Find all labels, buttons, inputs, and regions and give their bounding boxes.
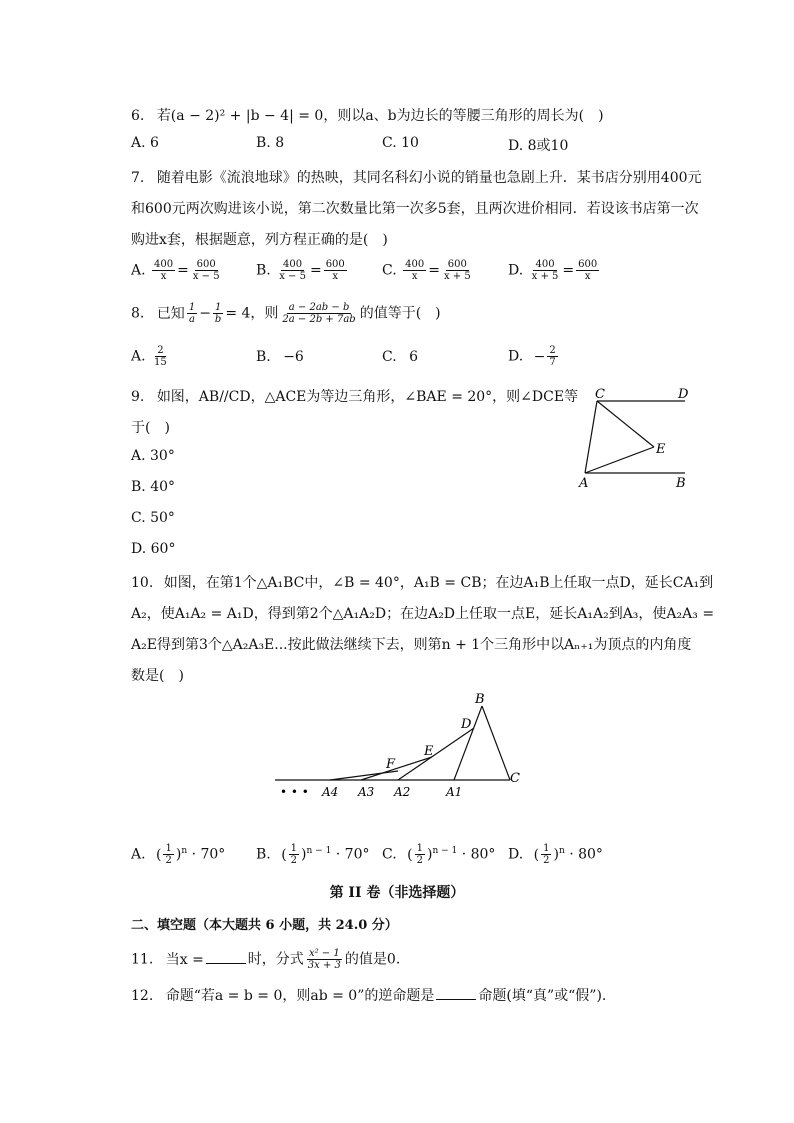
label-e: E (656, 442, 666, 457)
q8-option-c-label: C. (382, 349, 397, 365)
q10-option-b: B. ( $\frac{1}{2}$ )$^{n - 1}$ · 70° (256, 843, 370, 866)
q8-post: 的值等于( ) (359, 305, 441, 322)
q10-option-b-label: B. (256, 846, 271, 863)
q10-line1 (131, 572, 713, 592)
fraction-denominator: x + 5 (443, 271, 471, 282)
fraction (277, 259, 308, 282)
fraction-denominator: x (160, 271, 167, 282)
q10-option-c: C. ( $\frac{1}{2}$ )$^{n - 1}$ · 80° (382, 843, 496, 866)
fraction-denominator: 2 (543, 855, 550, 866)
q6-option-d: D. 8或10 (508, 138, 569, 154)
fraction-numerator: 400 (405, 259, 425, 270)
q9-figure (570, 383, 700, 493)
fraction (541, 843, 551, 866)
q6-option-a: A. 6 (131, 135, 159, 151)
exponent: n (181, 845, 188, 856)
q7-option-a: A. $\frac{400}{x}$ = $\frac{600}{x - 5}$ (131, 259, 220, 282)
part2-title: 第 II 卷（非选择题） (329, 885, 465, 901)
fraction-denominator: 7 (549, 357, 556, 368)
line-da2 (398, 728, 474, 780)
q10-line2: A₂，使A₁A₂ = A₁D，得到第2个△A₁A₂D；在边A₂D上任取一点E，延长A₁A₂到A₃，使A₂A₃ = (131, 606, 715, 622)
fraction (530, 259, 561, 282)
fraction-numerator: 1 (543, 843, 550, 854)
minus-sign: − (199, 305, 211, 322)
q10-option-d: D. ( $\frac{1}{2}$ )$^n$ · 80° (508, 843, 603, 866)
q6-number: 6. (131, 108, 145, 124)
fraction-denominator: 3x + 3 (307, 960, 341, 971)
exponent: n − 1 (306, 845, 332, 856)
q8-number: 8. (131, 305, 145, 322)
q9-option-d: D. 60° (131, 541, 176, 557)
label-b: B (676, 476, 686, 491)
q10-option-d-label: D. (508, 846, 524, 863)
fraction-numerator: 600 (447, 259, 467, 270)
fraction-numerator: 400 (283, 259, 303, 270)
label-a: A (579, 476, 589, 491)
label-a4: A4 (322, 785, 339, 799)
fraction (280, 302, 357, 325)
fraction (163, 843, 173, 866)
q7-option-d-label: D. (508, 262, 524, 279)
q8-option-d (508, 345, 560, 368)
q10-option-c-tail: · 80° (461, 846, 496, 863)
fraction-denominator: 2 (165, 855, 172, 866)
q10-figure (270, 688, 530, 803)
q10-number: 10. (131, 575, 154, 591)
q7-line1 (131, 167, 702, 187)
fraction-numerator: 400 (535, 259, 555, 270)
fraction (324, 259, 347, 282)
q10-line3: A₂E得到第3个△A₂A₃E...按此做法继续下去，则第n + 1个三角形中以Aₙ₊₁为顶点的内角度 (131, 637, 692, 653)
line-ce (597, 401, 654, 447)
fraction-denominator: x (411, 271, 418, 282)
q7-line3: 购进x套，根据题意，列方程正确的是( ) (131, 232, 388, 248)
q9-text-1: 如图，AB//CD，△ACE为等边三角形，∠BAE = 20°，则∠DCE等 (156, 389, 579, 405)
q11-number: 11. (131, 951, 154, 968)
q7-option-b-label: B. (256, 262, 271, 279)
q8-option-a (131, 345, 171, 368)
section2-heading: 二、填空题（本大题共 6 小题，共 24.0 分） (131, 918, 398, 933)
q10-option-a: A. ( $\frac{1}{2}$ )$^n$ · 70° (131, 843, 226, 866)
minus-sign: − (533, 348, 546, 365)
q8-option-b (256, 349, 304, 365)
q12-number: 12. (131, 988, 154, 1004)
fraction (306, 948, 343, 971)
label-f: F (386, 757, 396, 772)
q6-option-b: B. 8 (256, 135, 285, 151)
q11-post: 的值是0. (344, 951, 401, 968)
line-bc (482, 706, 510, 780)
q7-line2: 和600元两次购进该小说，第二次数量比第一次多5套，且两次进价相同．若设该书店第一次 (131, 201, 699, 217)
q7-option-a-label: A. (131, 262, 146, 279)
fraction-denominator: x (332, 271, 339, 282)
fraction (576, 259, 599, 282)
label-d: D (461, 717, 472, 732)
fraction-numerator: 1 (214, 302, 222, 313)
q10-line4: 数是( ) (131, 668, 184, 684)
line-ea3 (361, 757, 432, 780)
label-a1: A1 (446, 785, 463, 799)
fraction (403, 259, 426, 282)
fraction-numerator: 1 (188, 302, 196, 313)
q7-option-c-label: C. (382, 262, 397, 279)
q11-mid: 时，分式 (247, 951, 304, 968)
q8-option-c (382, 349, 418, 365)
exponent: n − 1 (432, 845, 458, 856)
label-c: C (595, 387, 605, 402)
answer-blank[interactable] (206, 949, 246, 964)
label-d: D (678, 387, 689, 402)
q6-text: 若(a − 2)² + |b − 4| = 0，则以a、b为边长的等腰三角形的周长为( ) (156, 108, 604, 124)
q9-line2: 于( ) (131, 420, 170, 436)
fraction-numerator: x² − 1 (308, 948, 340, 959)
q10-option-c-label: C. (382, 846, 397, 863)
q6 (131, 105, 604, 125)
fraction-numerator: 400 (154, 259, 174, 270)
fraction (191, 259, 222, 282)
fraction-denominator: b (214, 314, 222, 325)
fraction-numerator: 1 (416, 843, 423, 854)
fraction (187, 302, 197, 325)
fraction-denominator: 15 (154, 357, 167, 368)
q11 (131, 948, 400, 971)
fraction (213, 302, 223, 325)
q7-option-d: D. $\frac{400}{x + 5}$ = $\frac{600}{x}$ (508, 259, 598, 282)
line-ca (585, 401, 597, 473)
q7-option-c: C. $\frac{400}{x}$ = $\frac{600}{x + 5}$ (382, 259, 471, 282)
q9-number: 9. (131, 389, 145, 405)
q8-option-b-label: B. (256, 349, 271, 365)
label-c: C (510, 771, 520, 786)
fraction (152, 345, 169, 368)
fraction (152, 259, 175, 282)
q8-option-c-value: 6 (409, 349, 419, 365)
fraction-denominator: x − 5 (279, 271, 306, 282)
fraction-denominator: a (189, 314, 195, 325)
q8-option-b-value: −6 (283, 349, 304, 365)
fraction-denominator: x − 5 (192, 271, 220, 282)
fraction-numerator: 2 (549, 345, 556, 356)
q8 (131, 302, 441, 325)
fraction (415, 843, 425, 866)
q7-option-b: B. $\frac{400}{x - 5}$ = $\frac{600}{x}$ (256, 259, 345, 282)
fraction (442, 259, 473, 282)
fraction-denominator: 2 (290, 855, 298, 866)
fraction-denominator: 2a − 2b + 7ab (282, 314, 356, 325)
q7-text-1: 随着电影《流浪地球》的热映，其同名科幻小说的销量也急剧上升．某书店分别用400元 (156, 170, 702, 186)
q8-option-a-label: A. (131, 348, 146, 365)
fraction-numerator: 1 (290, 843, 298, 854)
q10-text-1: 如图，在第1个△A₁BC中，∠B = 40°，A₁B = CB；在边A₁B上任取一点D，延长CA₁到 (163, 575, 714, 591)
q6-option-c: C. 10 (382, 135, 419, 151)
answer-blank[interactable] (436, 985, 476, 1000)
q8-mid: = 4，则 (225, 305, 279, 322)
fraction (547, 345, 557, 368)
q9-option-a: A. 30° (131, 448, 175, 464)
q9-option-b: B. 40° (131, 479, 176, 495)
fraction (289, 843, 299, 866)
fraction-numerator: 2 (157, 345, 164, 356)
label-a2: A2 (394, 785, 411, 799)
q8-option-d-label: D. (508, 348, 524, 365)
exponent: n (558, 845, 565, 856)
q9-line1 (131, 386, 578, 406)
label-b: B (475, 692, 485, 707)
line-ae (585, 447, 654, 473)
label-a3: A3 (358, 785, 375, 799)
q9-option-c: C. 50° (131, 510, 175, 526)
q10-option-a-tail: · 70° (191, 846, 226, 863)
q10-option-d-tail: · 80° (569, 846, 603, 863)
q12-post: 命题(填“真”或“假”). (478, 988, 607, 1004)
label-e: E (424, 744, 434, 759)
fraction-numerator: 600 (578, 259, 598, 270)
q10-option-b-tail: · 70° (335, 846, 370, 863)
fraction-numerator: 600 (196, 259, 216, 270)
fraction-numerator: 1 (165, 843, 172, 854)
fraction-denominator: x (584, 271, 591, 282)
ellipsis-dots: • • • (280, 785, 309, 799)
fraction-numerator: 600 (325, 259, 345, 270)
q11-pre: 当x = (165, 951, 204, 968)
fraction-numerator: a − 2ab − b (288, 302, 350, 313)
q7-number: 7. (131, 170, 145, 186)
q10-option-a-label: A. (131, 846, 146, 863)
q12 (131, 985, 606, 1005)
fraction-denominator: 2 (416, 855, 423, 866)
q12-pre: 命题“若a = b = 0，则ab = 0”的逆命题是 (165, 988, 435, 1004)
q8-pre: 已知 (156, 305, 185, 322)
fraction-denominator: x + 5 (531, 271, 559, 282)
